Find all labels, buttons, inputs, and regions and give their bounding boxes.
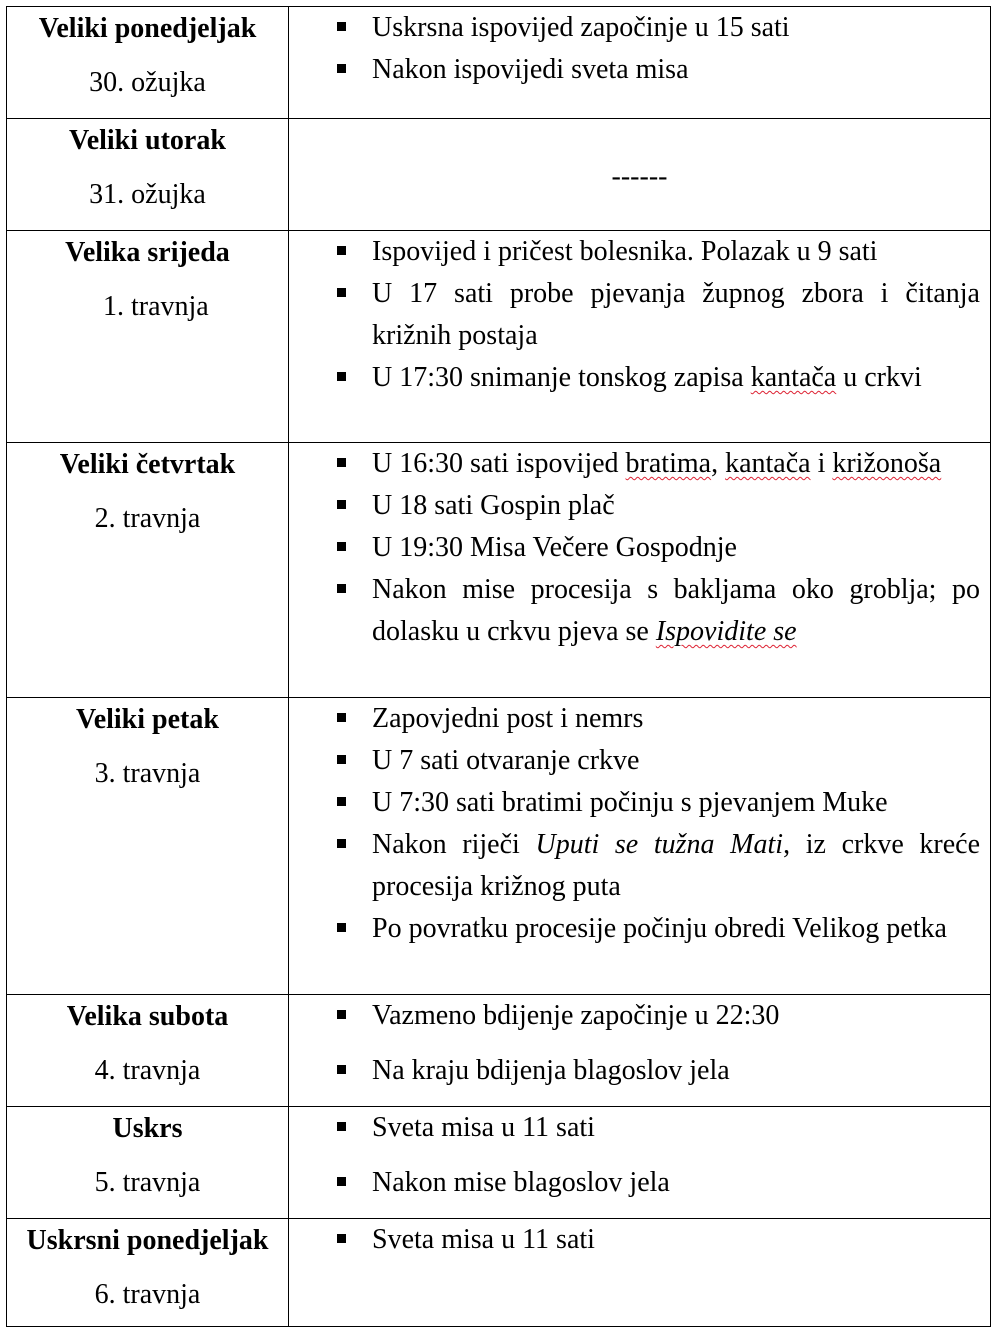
list-item: U 16:30 sati ispovijed bratima, kantača i križonoša xyxy=(289,443,990,485)
text-fragment: i xyxy=(810,448,833,479)
table-row xyxy=(7,119,991,231)
text-fragment: Nakon riječi xyxy=(372,829,536,860)
day-name: Uskrs xyxy=(112,1113,183,1144)
day-cell xyxy=(7,231,289,443)
list-item: Zapovjedni post i nemrs xyxy=(289,698,990,740)
day-date: 30. ožujka xyxy=(89,67,206,98)
list-item: U 7 sati otvaranje crkve xyxy=(289,740,990,782)
table-row xyxy=(7,698,991,995)
day-date: 5. travnja xyxy=(94,1167,201,1198)
day-name: Veliki ponedjeljak xyxy=(38,13,257,44)
list-item: Sveta misa u 11 sati xyxy=(289,1107,990,1149)
list-item: U 18 sati Gospin plač xyxy=(289,485,990,527)
activities-cell xyxy=(289,443,991,698)
day-cell xyxy=(7,1107,289,1219)
table-row xyxy=(7,443,991,698)
activities-cell xyxy=(289,1107,991,1219)
day-cell xyxy=(7,995,289,1107)
activities-cell xyxy=(289,1219,991,1327)
text-fragment: Nakon mise procesija s bakljama oko groblja; po dolasku u crkvu pjeva se xyxy=(372,574,980,647)
activity-list xyxy=(289,231,990,399)
activity-list xyxy=(289,698,990,950)
text-fragment: U 17:30 snimanje tonskog zapisa xyxy=(372,362,751,393)
list-item: Nakon mise blagoslov jela xyxy=(289,1162,990,1204)
day-date: 2. travnja xyxy=(94,503,201,534)
day-date: 1. travnja xyxy=(103,291,209,322)
day-cell xyxy=(7,1219,289,1327)
day-date: 31. ožujka xyxy=(89,179,206,210)
list-item: Po povratku procesije počinju obredi Velikog petka xyxy=(289,908,990,950)
text-fragment: kantača xyxy=(750,362,837,393)
list-item: Uskrsna ispovijed započinje u 15 sati xyxy=(289,7,990,49)
activity-list xyxy=(289,443,990,653)
day-date: 3. travnja xyxy=(94,758,201,789)
activity-list xyxy=(289,995,990,1092)
list-item: Sveta misa u 11 sati xyxy=(289,1219,990,1261)
day-name: Veliki četvrtak xyxy=(59,449,236,480)
day-cell xyxy=(7,698,289,995)
day-date: 4. travnja xyxy=(94,1055,201,1086)
day-name: Veliki petak xyxy=(76,704,219,735)
day-cell xyxy=(7,7,289,119)
text-fragment: Uputi se tužna Mati xyxy=(535,829,784,860)
list-item: Na kraju bdijenja blagoslov jela xyxy=(289,1050,990,1092)
activities-cell xyxy=(289,119,991,231)
list-item: U 19:30 Misa Večere Gospodnje xyxy=(289,527,990,569)
holy-week-schedule-table xyxy=(6,6,991,1327)
activity-list xyxy=(289,1219,990,1261)
activity-list xyxy=(289,1107,990,1204)
day-name: Uskrsni ponedjeljak xyxy=(26,1225,269,1256)
text-fragment: , iz crkve kreće procesija križnog puta xyxy=(372,829,981,902)
activities-cell xyxy=(289,7,991,119)
table-row xyxy=(7,1219,991,1327)
list-item: U 7:30 sati bratimi počinju s pjevanjem Muke xyxy=(289,782,990,824)
table-row xyxy=(7,995,991,1107)
day-cell xyxy=(7,119,289,231)
text-fragment: U 16:30 sati ispovijed xyxy=(372,448,626,479)
list-item xyxy=(289,569,990,653)
activities-cell xyxy=(289,995,991,1107)
activities-cell xyxy=(289,231,991,443)
day-name: Velika subota xyxy=(66,1001,229,1032)
day-cell xyxy=(7,443,289,698)
table-row xyxy=(7,7,991,119)
text-fragment: križonoša xyxy=(832,448,942,479)
list-item: Nakon ispovijedi sveta misa xyxy=(289,49,990,91)
activities-cell xyxy=(289,698,991,995)
table-row xyxy=(7,231,991,443)
list-item: Vazmeno bdijenje započinje u 22:30 xyxy=(289,995,990,1037)
text-fragment: kantača xyxy=(725,448,811,479)
text-fragment: Ispovidite se xyxy=(655,616,797,647)
day-name: Velika srijeda xyxy=(65,237,230,268)
text-fragment: bratima xyxy=(625,448,712,479)
day-date: 6. travnja xyxy=(94,1279,201,1310)
table-row xyxy=(7,1107,991,1219)
list-item: U 17 sati probe pjevanja župnog zbora i čitanja križnih postaja xyxy=(289,273,990,357)
activity-list xyxy=(289,7,990,91)
day-name: Veliki utorak xyxy=(69,125,226,156)
no-activities-placeholder: ------ xyxy=(611,161,668,192)
list-item xyxy=(289,357,990,399)
list-item xyxy=(289,824,990,908)
text-fragment: u crkvi xyxy=(836,362,922,393)
list-item: Ispovijed i pričest bolesnika. Polazak u 9 sati xyxy=(289,231,990,273)
